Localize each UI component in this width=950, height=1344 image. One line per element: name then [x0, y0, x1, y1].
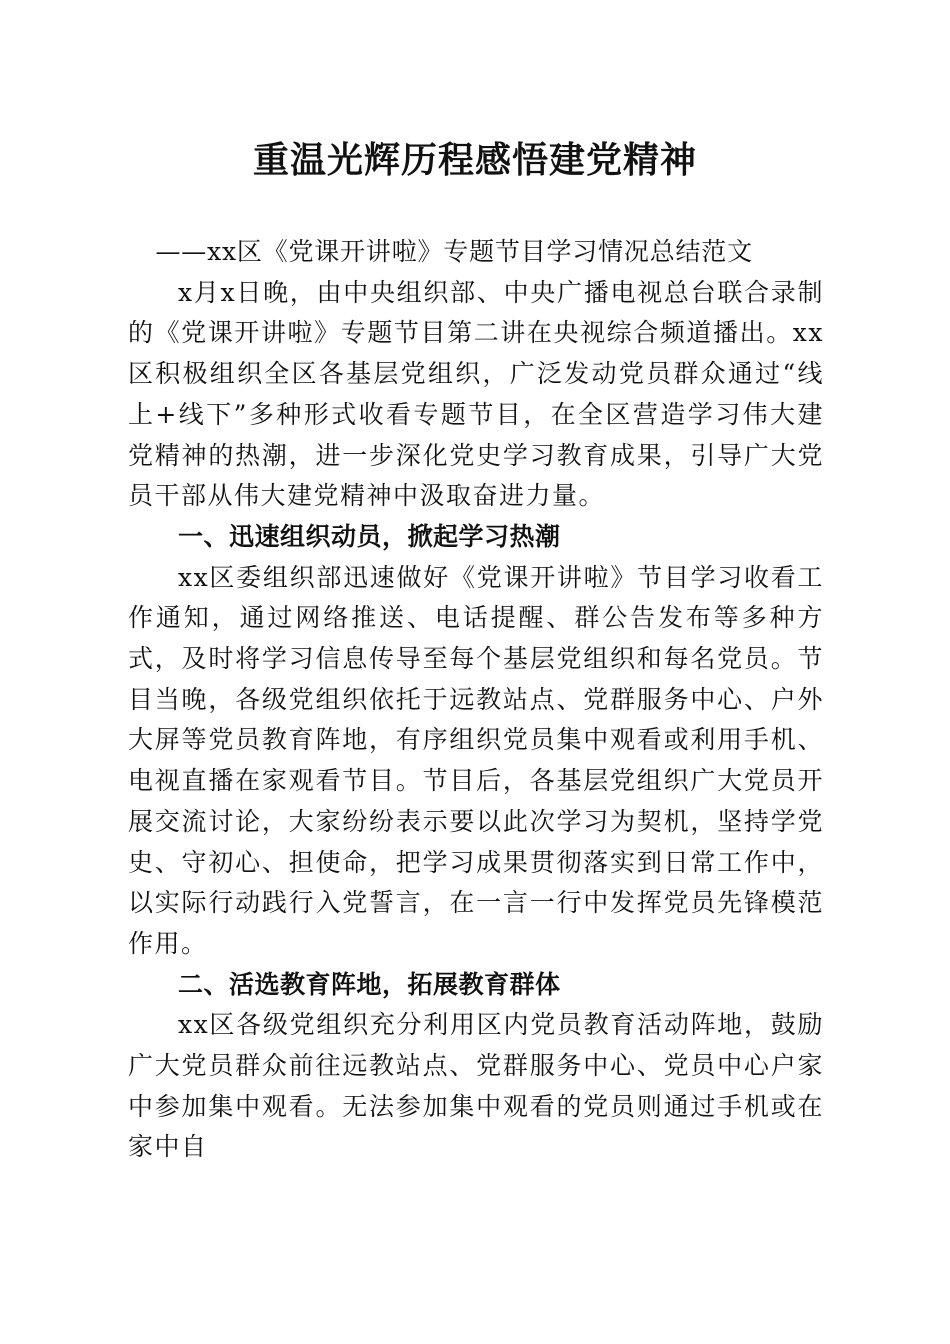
intro-paragraph: x月x日晚，由中央组织部、中央广播电视总台联合录制的《党课开讲啦》专题节目第二讲在央视综合频道播出。xx区积极组织全区各基层党组织，广泛发动党员群众通过“线上+线下”多种形式收看专题节目，在全区营造学习伟大建党精神的热潮，进一步深化党史学习教育成果，引导广大党员干部从伟大建党精神中汲取奋进力量。	[128, 277, 824, 511]
section-heading-1: 一、迅速组织动员，掀起学习热潮	[178, 521, 561, 551]
section-heading-2: 二、活选教育阵地，拓展教育群体	[178, 969, 561, 999]
document-subtitle: ——xx区《党课开讲啦》专题节目学习情况总结范文	[155, 237, 753, 266]
document-title: 重温光辉历程感悟建党精神	[252, 140, 697, 181]
section-paragraph-2: xx区各级党组织充分利用区内党员教育活动阵地，鼓励广大党员群众前往远教站点、党群服务中心、党员中心户家中参加集中观看。无法参加集中观看的党员则通过手机或在家中自	[128, 1010, 824, 1162]
document-body	[128, 232, 824, 1168]
section-paragraph-1: xx区委组织部迅速做好《党课开讲啦》节目学习收看工作通知，通过网络推送、电话提醒、群公告发布等多种方式，及时将学习信息传导至每个基层党组织和每名党员。节目当晚，各级党组织依托于远教站点、党群服务中心、户外大屏等党员教育阵地，有序组织党员集中观看或利用手机、电视直播在家观看节目。节目后，各基层党组织广大党员开展交流讨论，大家纷纷表示要以此次学习为契机，坚持学党史、守初心、担使命，把学习成果贯彻落实到日常工作中，以实际行动践行入党誓言，在一言一行中发挥党员先锋模范作用。	[128, 562, 824, 958]
